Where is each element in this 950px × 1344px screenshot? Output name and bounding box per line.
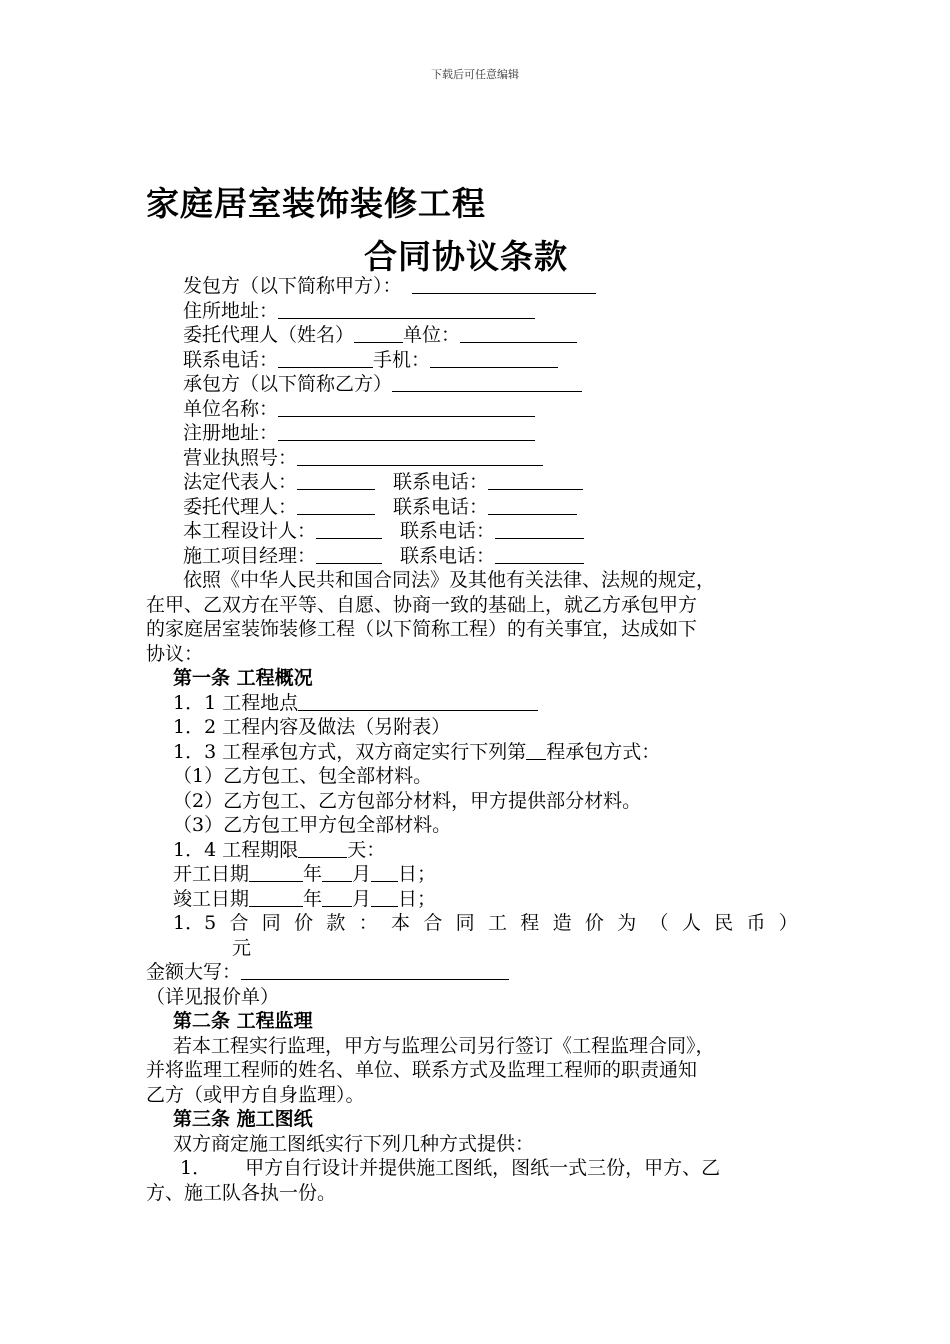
- price-char: ）: [778, 912, 798, 934]
- party-a-address-line: [0, 299, 950, 324]
- manager-phone-blank[interactable]: [495, 545, 584, 564]
- preamble-line-2: 在甲、乙双方在平等、自愿、协商一致的基础上，就乙方承包甲方: [146, 593, 698, 616]
- manager-line: [0, 544, 950, 569]
- party-b-legal-rep-blank[interactable]: [297, 471, 375, 490]
- price-char: 价: [294, 912, 314, 934]
- price-char: 1．5: [173, 912, 217, 934]
- article2-heading: 第二条 工程监理: [173, 1010, 313, 1032]
- option-2: （2）乙方包工、乙方包部分材料，甲方提供部分材料。: [173, 789, 642, 812]
- party-a-blank[interactable]: [412, 275, 596, 294]
- party-b-agent-phone-label: 联系电话：: [393, 495, 489, 518]
- end-day-blank[interactable]: [371, 888, 398, 907]
- manager-label: 施工项目经理：: [183, 544, 317, 567]
- title-line2: 合同协议条款: [364, 237, 568, 276]
- end-month-blank[interactable]: [322, 888, 352, 907]
- year-label: 年: [303, 887, 323, 910]
- manager-phone-label: 联系电话：: [400, 544, 496, 567]
- party-a-line: [0, 274, 950, 299]
- party-a-phone-line: [0, 348, 950, 373]
- price-char: 合: [423, 912, 443, 934]
- price-char: 合: [229, 912, 249, 934]
- price-char: 本: [391, 912, 411, 934]
- start-date-line: [0, 862, 950, 887]
- article1-item3: [0, 740, 950, 765]
- designer-label: 本工程设计人：: [183, 520, 317, 542]
- price-char: 为: [617, 912, 637, 934]
- price-char: 工: [487, 912, 507, 934]
- yuan-label: 元: [232, 936, 252, 959]
- option-1: （1）乙方包工、包全部材料。: [173, 765, 433, 787]
- contract-mode-suffix: 程承包方式：: [546, 740, 661, 763]
- price-char: 程: [520, 912, 540, 934]
- option-3: （3）乙方包工甲方包全部材料。: [173, 814, 452, 836]
- article3-item1-text: 甲方自行设计并提供施工图纸，图纸一式三份，甲方、乙: [245, 1157, 721, 1179]
- contract-mode-blank[interactable]: [526, 741, 546, 760]
- party-a-address-label: 住所地址：: [183, 299, 279, 322]
- duration-suffix: 天：: [347, 838, 386, 861]
- day-label: 日；: [398, 863, 437, 885]
- price-char: 人: [681, 912, 701, 934]
- party-b-license-line: [0, 446, 950, 471]
- party-b-unit-line: [0, 397, 950, 422]
- year-label: 年: [303, 863, 323, 885]
- party-a-agent-line: [0, 323, 950, 348]
- amount-line: [0, 960, 950, 985]
- month-label: 月: [352, 863, 372, 885]
- party-b-legal-rep-phone-label: 联系电话：: [393, 471, 489, 493]
- article2-line-3: 乙方（或甲方自身监理）。: [146, 1083, 365, 1106]
- party-a-label: 发包方（以下简称甲方）：: [183, 275, 402, 297]
- party-b-line: [0, 372, 950, 397]
- amount-blank[interactable]: [241, 961, 509, 980]
- start-year-blank[interactable]: [249, 863, 303, 882]
- article2-line-1: 若本工程实行监理，甲方与监理公司另行签订《工程监理合同》，: [173, 1034, 715, 1057]
- party-b-legal-rep-phone-blank[interactable]: [488, 471, 583, 490]
- party-a-phone-label: 联系电话：: [183, 348, 279, 371]
- quote-note: （详见报价单）: [146, 985, 280, 1008]
- price-char: 造: [552, 912, 572, 934]
- designer-line: [0, 519, 950, 544]
- party-b-reg-address-label: 注册地址：: [183, 422, 279, 444]
- article3-item1-number: 1．: [180, 1157, 212, 1179]
- manager-blank[interactable]: [316, 545, 382, 564]
- party-a-unit-label: 单位：: [403, 324, 461, 346]
- amount-label: 金额大写：: [146, 961, 242, 983]
- end-year-blank[interactable]: [249, 888, 303, 907]
- party-b-agent-phone-blank[interactable]: [488, 496, 577, 515]
- end-date-label: 竣工日期: [173, 887, 250, 910]
- price-char: 民: [714, 912, 734, 934]
- party-b-reg-address-blank[interactable]: [278, 422, 535, 441]
- party-a-mobile-label: 手机：: [373, 348, 431, 371]
- site-label: 1．1 工程地点: [173, 691, 299, 714]
- party-a-address-blank[interactable]: [278, 300, 535, 319]
- party-a-agent-label: 委托代理人（姓名）: [183, 324, 355, 346]
- start-month-blank[interactable]: [322, 863, 352, 882]
- price-char: 同: [261, 912, 281, 934]
- designer-phone-blank[interactable]: [495, 520, 584, 539]
- party-b-label: 承包方（以下简称乙方）: [183, 373, 393, 395]
- month-label: 月: [352, 887, 372, 910]
- party-b-reg-address-line: [0, 421, 950, 446]
- article3-item1-cont: 方、施工队各执一份。: [146, 1181, 337, 1204]
- duration-blank[interactable]: [298, 839, 347, 858]
- designer-blank[interactable]: [316, 520, 382, 539]
- start-day-blank[interactable]: [371, 863, 398, 882]
- end-date-line: [0, 887, 950, 912]
- contract-body: [0, 274, 950, 1205]
- price-char: （: [649, 912, 669, 934]
- site-blank[interactable]: [298, 692, 538, 711]
- price-char: 币: [746, 912, 766, 934]
- header-note: 下载后可任意编辑: [431, 68, 519, 81]
- party-b-blank[interactable]: [392, 373, 582, 392]
- preamble-line-3: 的家庭居室装饰装修工程（以下简称工程）的有关事宜，达成如下: [146, 618, 698, 640]
- preamble-line-4: 协议：: [146, 642, 204, 665]
- duration-label: 1．4 工程期限: [173, 838, 299, 861]
- preamble-line-1: 依照《中华人民共和国合同法》及其他有关法律、法规的规定，: [183, 569, 716, 591]
- day-label: 日；: [398, 887, 437, 910]
- party-b-agent-blank[interactable]: [297, 496, 375, 515]
- title-line1: 家庭居室装饰装修工程: [146, 184, 486, 223]
- party-a-agent-blank[interactable]: [354, 324, 403, 343]
- party-b-unit-label: 单位名称：: [183, 397, 279, 420]
- party-b-unit-blank[interactable]: [278, 398, 535, 417]
- designer-phone-label: 联系电话：: [400, 520, 496, 542]
- party-a-phone-blank[interactable]: [278, 349, 373, 368]
- article3-heading: 第三条 施工图纸: [173, 1108, 313, 1130]
- article2-line-2: 并将监理工程师的姓名、单位、联系方式及监理工程师的职责通知: [146, 1059, 698, 1081]
- article3-intro: 双方商定施工图纸实行下列几种方式提供：: [173, 1132, 535, 1155]
- article1-heading: 第一条 工程概况: [173, 667, 313, 689]
- party-b-license-label: 营业执照号：: [183, 446, 298, 469]
- article3-item1: [0, 1156, 950, 1181]
- price-char: 款: [326, 912, 346, 934]
- party-b-legal-rep-line: [0, 470, 950, 495]
- party-b-legal-rep-label: 法定代表人：: [183, 471, 298, 493]
- start-date-label: 开工日期: [173, 863, 250, 885]
- article1-item2: 1．2 工程内容及做法（另附表）: [173, 716, 451, 738]
- party-a-mobile-blank[interactable]: [430, 349, 558, 368]
- party-b-agent-label: 委托代理人：: [183, 495, 298, 518]
- contract-mode-label: 1．3 工程承包方式，双方商定实行下列第: [173, 740, 527, 763]
- price-char: 价: [584, 912, 604, 934]
- party-b-agent-line: [0, 495, 950, 520]
- party-a-unit-blank[interactable]: [460, 324, 577, 343]
- article1-item5: [0, 911, 798, 936]
- party-b-license-blank[interactable]: [297, 447, 543, 466]
- price-char: 同: [455, 912, 475, 934]
- article1-item4: [0, 838, 950, 863]
- price-char: ：: [358, 912, 378, 934]
- article1-item1: [0, 691, 950, 716]
